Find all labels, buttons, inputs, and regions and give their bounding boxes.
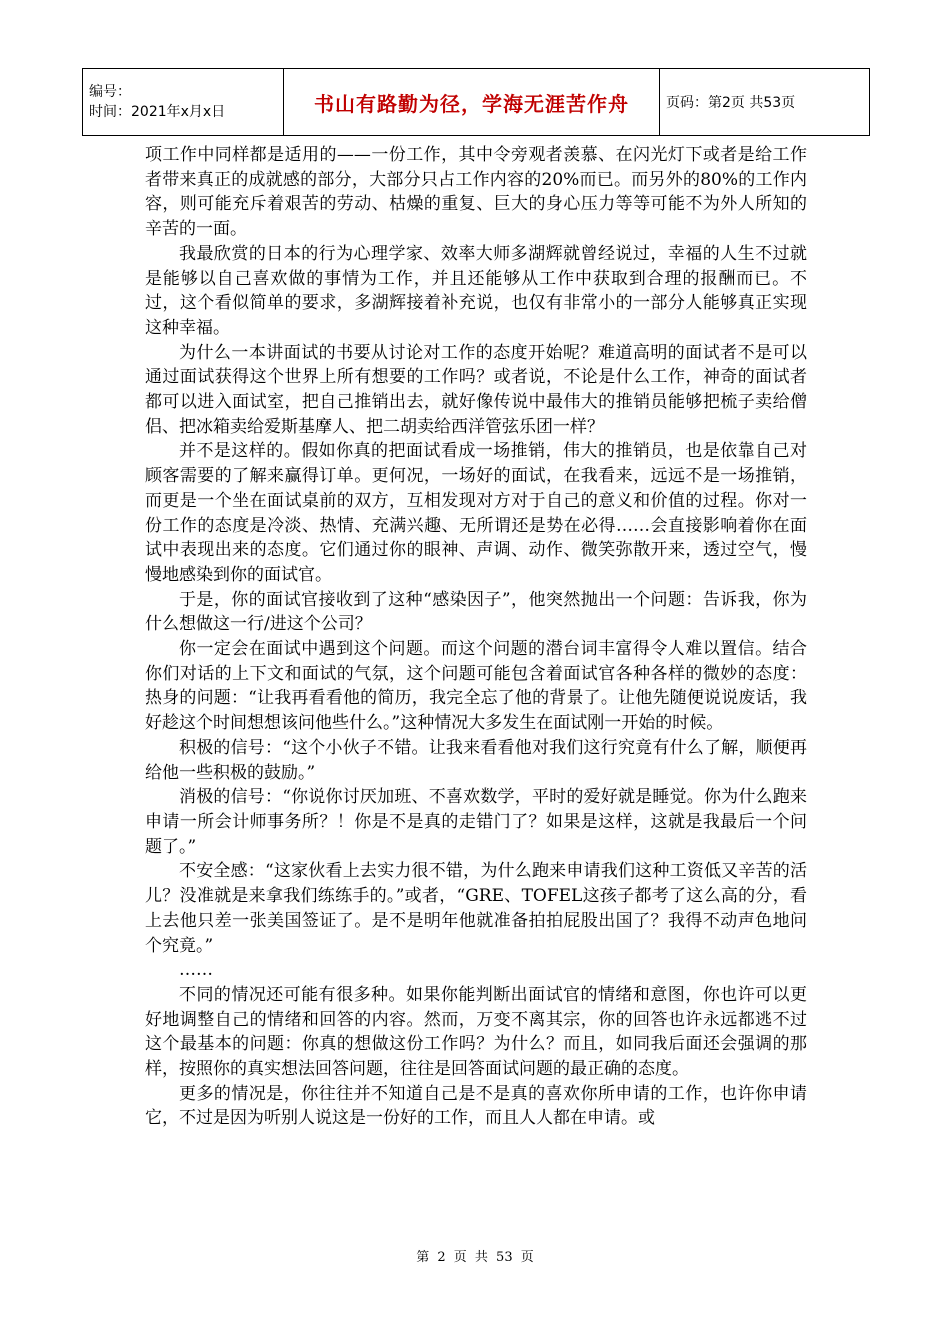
paragraph: 于是，你的面试官接收到了这种“感染因子”，他突然抛出一个问题：告诉我，你为什么想做这一行/进这个公司？ [145, 589, 807, 635]
document-number-label: 编号： [89, 84, 131, 100]
page-header [82, 68, 870, 136]
paragraph: 消极的信号：“你说你讨厌加班、不喜欢数学，平时的爱好就是睡觉。你为什么跑来申请一所会计师事务所？！你是不是真的走错门了？如果是这样，这就是我最后一个问题了。” [145, 787, 807, 857]
header-slogan: 书山有路勤为径，学海无涯苦作舟 [314, 91, 629, 116]
paragraph: 不同的情况还可能有很多种。如果你能判断出面试官的情绪和意图，你也许可以更好地调整自己的情绪和回答的内容。然而，万变不离其宗，你的回答也许永远都逃不过这个最基本的问题：你真的想做这份工作吗？为什么？而且，如同我后面还会强调的那样，按照你的真实想法回答问题，往往是回答面试问题的最正确的态度。 [145, 984, 807, 1080]
paragraph: 你一定会在面试中遇到这个问题。而这个问题的潜台词丰富得令人难以置信。结合你们对话的上下文和面试的气氛，这个问题可能包含着面试官各种各样的微妙的态度：热身的问题：“让我再看看他的简历，我完全忘了他的背景了。让他先随便说说废话，我好趁这个时间想想该问他些什么。”这种情况大多发生在面试刚一开始的时候。 [145, 639, 807, 734]
header-meta [83, 69, 284, 136]
document-body [145, 143, 807, 1131]
paragraph: 更多的情况是，你往往并不知道自己是不是真的喜欢你所申请的工作，也许你申请它，不过是因为听别人说这是一份好的工作，而且人人都在申请。或 [145, 1083, 807, 1129]
header-slogan-cell [284, 69, 660, 136]
paragraph: 为什么一本讲面试的书要从讨论对工作的态度开始呢？难道高明的面试者不是可以通过面试获得这个世界上所有想要的工作吗？或者说，不论是什么工作，神奇的面试者都可以进入面试室，把自己推销出去，就好像传说中最伟大的推销员能够把梳子卖给僧侣、把冰箱卖给爱斯基摩人、把二胡卖给西洋管弦乐团一样？ [145, 342, 807, 437]
paragraph: 项工作中同样都是适用的——一份工作，其中令旁观者羡慕、在闪光灯下或者是给工作者带来真正的成就感的部分，大部分只占工作内容的20%而已。而另外的80%的工作内容，则可能充斥着艰苦的劳动、枯燥的重复、巨大的身心压力等等可能不为外人所知的辛苦的一面。 [145, 145, 807, 240]
document-date-label: 时间：2021年x月x日 [89, 104, 226, 120]
ellipsis-line: …… [179, 960, 213, 981]
paragraph: 我最欣赏的日本的行为心理学家、效率大师多湖辉就曾经说过，幸福的人生不过就是能够以自己喜欢做的事情为工作，并且还能够从工作中获取到合理的报酬而已。不过，这个看似简单的要求，多湖辉接着补充说，也仅有非常小的一部分人能够真正实现这种幸福。 [145, 243, 807, 338]
header-page-info: 页码：第2页 共53页 [660, 69, 870, 136]
page-footer: 第 2 页 共 53 页 [416, 1250, 534, 1265]
paragraph: 积极的信号：“这个小伙子不错。让我来看看他对我们这行究竟有什么了解，顺便再给他一些积极的鼓励。” [145, 737, 807, 783]
paragraph: 并不是这样的。假如你真的把面试看成一场推销，伟大的推销员，也是依靠自己对顾客需要的了解来赢得订单。更何况，一场好的面试，在我看来，远远不是一场推销，而更是一个坐在面试桌前的双方，互相发现对方对于自己的意义和价值的过程。你对一份工作的态度是冷淡、热情、充满兴趣、无所谓还是势在必得……会直接影响着你在面试中表现出来的态度。它们通过你的眼神、声调、动作、微笑弥散开来，透过空气，慢慢地感染到你的面试官。 [145, 441, 807, 585]
paragraph: 不安全感：“这家伙看上去实力很不错，为什么跑来申请我们这种工资低又辛苦的活儿？没准就是来拿我们练练手的。”或者，“GRE、TOFEL这孩子都考了这么高的分，看上去他只差一张美国签证了。是不是明年他就准备拍拍屁股出国了？我得不动声色地问个究竟。” [145, 861, 807, 956]
